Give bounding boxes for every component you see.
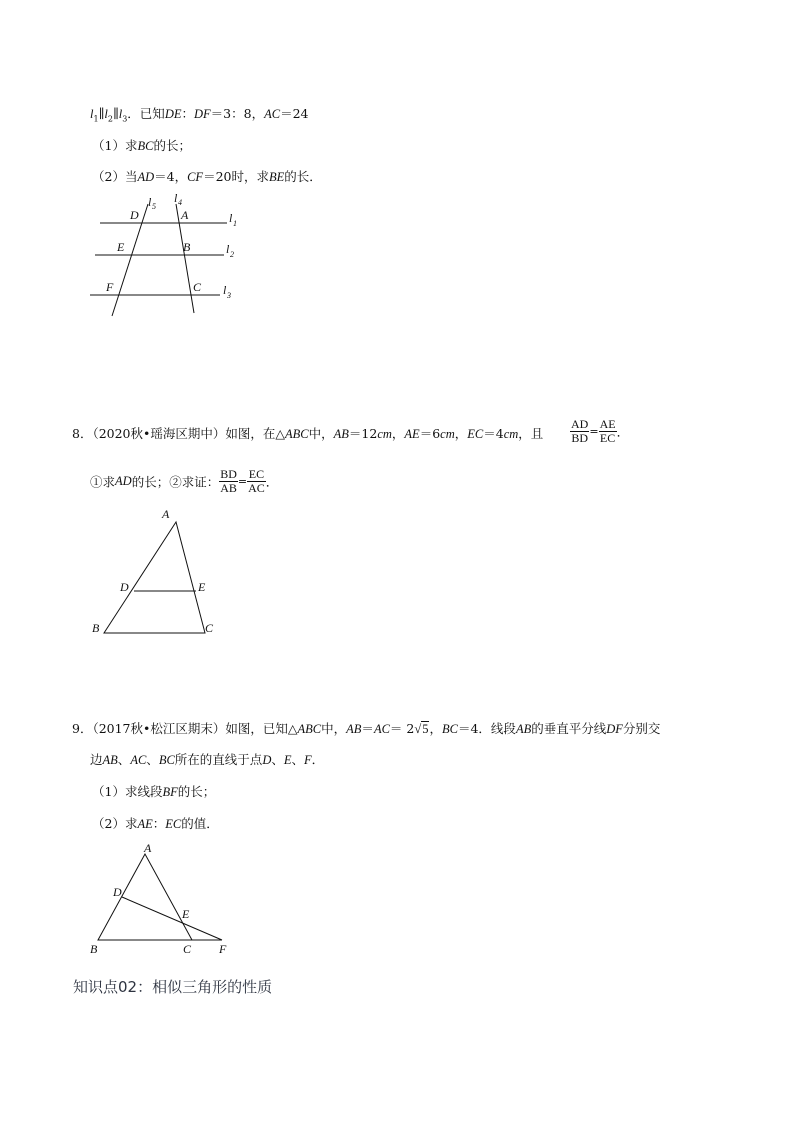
label-l4: l [174, 191, 178, 205]
label-l5: l [148, 195, 152, 209]
label-A: A [181, 208, 189, 222]
label-D: D [130, 208, 139, 222]
label-l2-sub: 2 [230, 250, 234, 259]
label-C: C [205, 621, 214, 635]
label-l5-sub: 5 [152, 202, 156, 211]
p7-given-line: $l_1\parallel l_2\parallel l_3$．已知DE：DF＝3：8，AC＝24 [90, 106, 309, 124]
p9-line-2: 边AB、AC、BC所在的直线于点D、E、F． [90, 752, 325, 767]
label-D: D [120, 580, 129, 594]
label-l2: l [226, 242, 230, 256]
label-F: F [219, 942, 227, 956]
label-B: B [92, 621, 100, 635]
label-l4-sub: 4 [178, 198, 182, 207]
p7-question-2: （2）当AD＝4，CF＝20时，求BE的长． [92, 169, 322, 184]
p7-question-1: （1）求BC的长； [92, 138, 191, 153]
fraction-ec-ac: $\frac{EC}{AC}$ [248, 467, 265, 495]
fraction-bd-ab: $\frac{BD}{AB}$ [220, 467, 237, 495]
fraction-ad-bd: $\frac{AD}{BD}$ [571, 417, 589, 445]
p8-question-line: ①求AD的长；②求证： $\frac{BD}{AB}$ = $\frac{EC}{AC}$ ． [90, 467, 279, 495]
label-A: A [144, 841, 152, 855]
p9-intro-line: 9．（2017秋•松江区期末）如图，已知△ABC中，AB＝AC＝ 2√5，BC＝4．线段AB的垂直平分线DF分别交 [72, 721, 661, 736]
fraction-ae-ec: $\frac{AE}{EC}$ [599, 417, 616, 445]
label-B: B [90, 942, 98, 956]
p9-question-2: （2）求AE：EC的值． [92, 816, 219, 831]
label-C: C [193, 280, 202, 294]
label-E: E [117, 240, 125, 254]
label-E: E [198, 580, 206, 594]
label-l3: l [223, 283, 227, 297]
knowledge-point-heading: 知识点02：相似三角形的性质 [73, 978, 273, 996]
p8-intro-line: 8．（2020秋•瑶海区期中）如图，在△ABC中，AB＝12cm，AE＝6cm，EC＝4cm，且 [72, 426, 544, 441]
p8-fraction-condition: $\frac{AD}{BD}$ = $\frac{AE}{EC}$ ． [571, 417, 630, 445]
label-E: E [182, 907, 190, 921]
label-A: A [162, 507, 170, 521]
label-l1: l [229, 211, 233, 225]
label-B: B [183, 240, 191, 254]
label-l3-sub: 3 [227, 291, 231, 300]
p9-question-1: （1）求线段BF的长； [92, 784, 216, 799]
label-D: D [113, 885, 122, 899]
label-F: F [106, 280, 114, 294]
sqrt-symbol: √5 [414, 722, 429, 736]
label-C: C [183, 942, 192, 956]
label-l1-sub: 1 [233, 219, 237, 228]
